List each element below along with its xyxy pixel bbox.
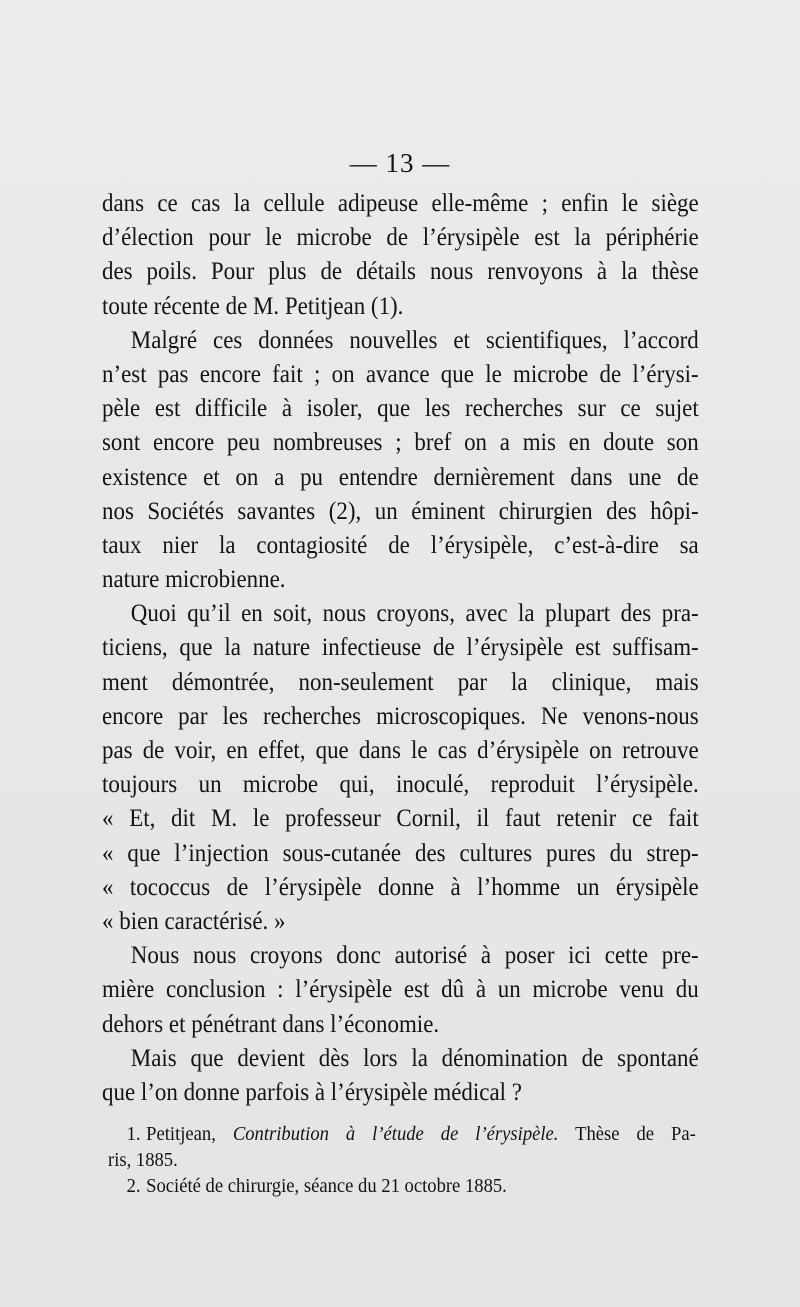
- text-line: « bien caractérisé. »: [102, 905, 286, 935]
- footnote-marker: 1.: [126, 1123, 141, 1145]
- text-line: toute récente de M. Petitjean (1).: [102, 290, 404, 320]
- text-line: toujours un microbe qui, inoculé, reproduit l’érysipèle.: [102, 769, 699, 799]
- text-line: taux nier la contagiosité de l’érysipèle, c’est-à-dire sa: [102, 529, 699, 559]
- paragraph: [102, 596, 699, 938]
- text-line: Malgré ces données nouvelles et scientifiques, l’accord: [130, 324, 699, 354]
- footnote-text: Thèse de Pa-: [575, 1123, 696, 1145]
- body-text: [102, 186, 699, 1109]
- text-line: dans ce cas la cellule adipeuse elle-même ; enfin le siège: [102, 188, 699, 217]
- footnote-2: [108, 1173, 696, 1199]
- text-line: Mais que devient dès lors la dénomination de spontané: [130, 1042, 699, 1072]
- page-number: — 13 —: [349, 148, 451, 178]
- text-line: ment démontrée, non-seulement par la clinique, mais: [102, 666, 699, 696]
- footnote-text: Société de chirurgie, séance du 21 octobre 1885.: [146, 1175, 507, 1197]
- text-line: que l’on donne parfois à l’érysipèle médical ?: [102, 1076, 522, 1106]
- text-line: nature microbienne.: [102, 564, 286, 594]
- text-line: n’est pas encore fait ; on avance que le microbe de l’érysi-: [102, 358, 699, 388]
- footnote-title: Contribution à l’étude de l’érysipèle.: [232, 1123, 559, 1145]
- text-line: Quoi qu’il en soit, nous croyons, avec la plupart des pra-: [130, 598, 699, 628]
- text-line: Nous nous croyons donc autorisé à poser ici cette pre-: [130, 940, 699, 970]
- text-line: d’élection pour le microbe de l’érysipèle est la périphérie: [102, 222, 699, 252]
- text-line: existence et on a pu entendre dernièrement dans une de: [102, 461, 699, 491]
- paragraph: [102, 1041, 699, 1109]
- text-line: « Et, dit M. le professeur Cornil, il faut retenir ce fait: [102, 803, 699, 833]
- text-line: pèle est difficile à isoler, que les recherches sur ce sujet: [102, 393, 699, 423]
- text-line: ticiens, que la nature infectieuse de l’érysipèle est suffisam-: [102, 632, 699, 662]
- text-line: dehors et pénétrant dans l’économie.: [102, 1008, 440, 1038]
- text-line: nos Sociétés savantes (2), un éminent chirurgien des hôpi-: [102, 495, 699, 525]
- text-line: « que l’injection sous-cutanée des cultures pures du strep-: [102, 837, 699, 867]
- footnote-1-continuation: ris, 1885.: [108, 1149, 178, 1171]
- text-line: encore par les recherches microscopiques. Ne venons-nous: [102, 700, 699, 730]
- footnote-marker: 2.: [126, 1175, 141, 1197]
- paragraph: [102, 186, 699, 323]
- text-line: « tococcus de l’érysipèle donne à l’homme un érysipèle: [102, 871, 699, 901]
- text-line: mière conclusion : l’érysipèle est dû à un microbe venu du: [102, 974, 699, 1004]
- footnotes: [108, 1121, 696, 1199]
- text-line: pas de voir, en effet, que dans le cas d’érysipèle on retrouve: [102, 735, 699, 764]
- paragraph: [102, 938, 699, 1041]
- footnote-author: Petitjean,: [146, 1123, 216, 1145]
- footnote-1: [108, 1121, 696, 1147]
- text-line: sont encore peu nombreuses ; bref on a mis en doute son: [102, 427, 699, 457]
- text-line: des poils. Pour plus de détails nous renvoyons à la thèse: [102, 256, 699, 286]
- paragraph: [102, 323, 699, 597]
